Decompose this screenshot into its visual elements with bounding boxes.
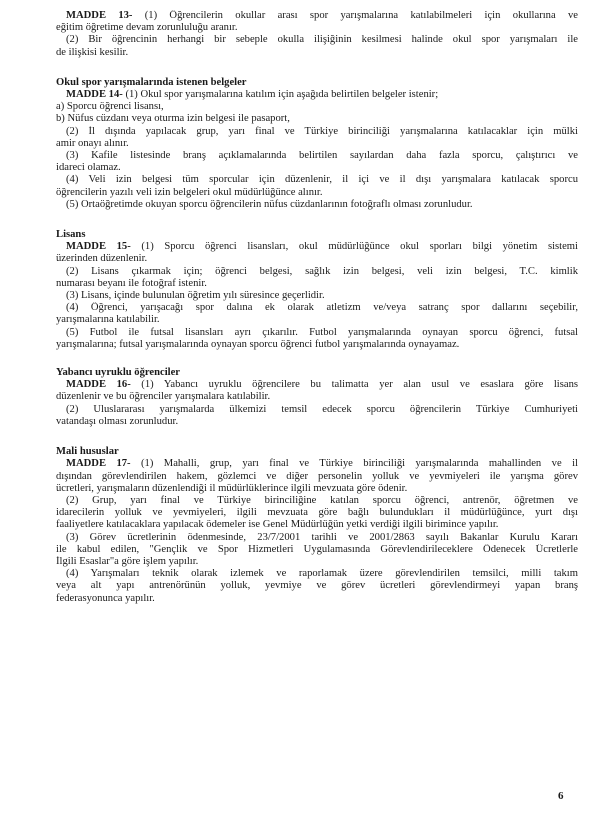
madde-15-para-2-line-2: numarası beyanı ile fotoğraf istenir. <box>56 277 207 289</box>
madde-16-heading: Yabancı uyruklu öğrenciler <box>56 367 180 379</box>
madde-15-para-4-line-2: yarışmalarına katılabilir. <box>56 314 160 326</box>
madde-13-line-2: eğitim öğretime devam zorunluluğu aranır. <box>56 22 238 34</box>
madde-16-line-1: MADDE 16- (1) Yabancı uyruklu öğrencilere bu talimatta yer alan usul ve esaslara göre lisans <box>66 379 578 391</box>
spacer <box>56 428 578 446</box>
madde-14-para-4-line-1: (4) Veli izin belgesi tüm sporcular için düzenlenir, il içi ve il dışı yarışmalara katılacak sporcu <box>66 174 578 186</box>
madde-13-line-1: MADDE 13- (1) Öğrencilerin okullar arası spor yarışmalarına katılabilmeleri için okullarına ve <box>66 10 578 21</box>
madde-13-title: MADDE 13- <box>66 10 133 21</box>
madde-13-para-2-line-1: (2) Bir öğrencinin herhangi bir sebeple okulla ilişiğinin kesilmesi halinde okul spor yarışmaları ile <box>66 34 578 46</box>
madde-14-para-2-line-1: (2) İl dışında yapılacak grup, yarı final ve Türkiye birinciliği yarışmalarına katılacaklar için mülki <box>66 125 578 137</box>
madde-14-title: MADDE 14- <box>66 89 123 101</box>
madde-16-line-2: düzenlenir ve bu öğrenciler yarışmalara katılabilir. <box>56 391 271 403</box>
madde-14-para-2-line-2: amir onayı alınır. <box>56 137 129 149</box>
madde-13-para-2-line-2: de ilişkisi kesilir. <box>56 46 129 58</box>
spacer <box>56 59 578 77</box>
page-number: 6 <box>558 790 564 802</box>
madde-14-para-4-line-2: öğrencilerin yazılı veli izin belgeleri okul müdürlüğünce alınır. <box>56 186 323 198</box>
madde-17-line-3: ücretleri, yarışmaların düzenlendiği il müdürlüklerince ilgili mevzuata göre ödenir. <box>56 482 408 494</box>
madde-16-title: MADDE 16- <box>66 379 131 391</box>
madde-14-heading: Okul spor yarışmalarında istenen belgeler <box>56 76 247 88</box>
madde-17-para-4-line-1: (4) Yarışmaları teknik olarak izlemek ve raporlamak üzere görevlendirilen temsilci, milli takım <box>66 568 578 580</box>
madde-14-para-5: (5) Ortaöğretimde okuyan sporcu öğrencilerin nüfus cüzdanlarının fotoğraflı olması zorunludur. <box>66 198 473 210</box>
spacer <box>56 211 578 229</box>
madde-15-para-3: (3) Lisans, içinde bulunulan öğretim yılı süresince geçerlidir. <box>66 290 325 302</box>
madde-17-para-4-line-3: federasyonunca yapılır. <box>56 592 155 604</box>
madde-15-para-4-line-1: (4) Öğrenci, yarışacağı spor dalına ek olarak atletizm ve/veya satranç spor dallarını seçebilir, <box>66 302 578 314</box>
madde-14-para-3-line-2: idareci olamaz. <box>56 162 121 174</box>
madde-14-item-b: b) Nüfus cüzdanı veya oturma izin belgesi ile pasaport, <box>56 113 290 125</box>
madde-17-para-2-line-2: idarecilerin yolluk ve yevmiyeleri, ilgili mevzuata göre bağlı bulundukları il müdürlüğünce, yurt dışı <box>56 507 578 519</box>
madde-15-title: MADDE 15- <box>66 241 131 253</box>
madde-17-para-2-line-3: faaliyetlere katılacaklara yapılacak ödemeler ise Genel Müdürlüğün yetki verdiği ilgili birimince yapılır. <box>56 519 499 531</box>
madde-17-para-2-line-1: (2) Grup, yarı final ve Türkiye birinciliğine katılan sporcu öğrenci, antrenör, öğretmen ve <box>66 494 578 506</box>
madde-17-para-3-line-3: İlgili Esaslar"a göre işlem yapılır. <box>56 555 199 567</box>
madde-15-para-2-line-1: (2) Lisans çıkarmak için; öğrenci belgesi, sağlık izin belgesi, veli izin belgesi, T.C. kimlik <box>66 265 578 277</box>
madde-14-item-a: a) Sporcu öğrenci lisansı, <box>56 101 164 113</box>
madde-14-para-3-line-1: (3) Kafile listesinde branş açıklamalarında belirtilen sayılardan daha fazla sporcu, çalıştırıcı ve <box>66 150 578 162</box>
madde-15-heading: Lisans <box>56 229 86 241</box>
madde-17-title: MADDE 17- <box>66 458 131 470</box>
madde-17-para-4-line-2: veya alt yapı antrenörünün yolluk, yevmiye ve görev ücretleri görevlendirmeyi yapan branş <box>56 580 578 592</box>
madde-15-line-1: MADDE 15- (1) Sporcu öğrenci lisansları, okul müdürlüğünce okul sporları bilgi yönetim sistemi <box>66 241 578 253</box>
madde-14-line-1: MADDE 14- (1) Okul spor yarışmalarına katılım için aşağıda belirtilen belgeler istenir; <box>66 89 439 101</box>
madde-15-para-5-line-2: yarışmalarına; futsal yarışmalarında oynayan sporcu öğrenci futbol yarışmalarında oynayamaz. <box>56 338 460 350</box>
spacer <box>56 351 578 367</box>
madde-17-line-2: dışından görevlendirilen hakem, gözlemci ve diğer personelin yolluk ve yevmiyeleri ile yarışma görev <box>56 470 578 482</box>
madde-17-para-3-line-2: ile kabul edilen, "Gençlik ve Spor Hizmetleri Uygulamasında Görevlendirileceklere Ödenecek Ücretlerle <box>56 543 578 555</box>
madde-17-para-3-line-1: (3) Görev ücretlerinin ödenmesinde, 23/7/2001 tarihli ve 2001/2863 sayılı Bakanlar Kurulu Kararı <box>66 531 578 543</box>
madde-17-heading: Mali hususlar <box>56 446 119 458</box>
madde-16-para-2-line-2: vatandaşı olması zorunludur. <box>56 415 179 427</box>
madde-16-para-2-line-1: (2) Uluslararası yarışmalarda ülkemizi temsil edecek sporcu öğrencilerin Türkiye Cumhuriyeti <box>66 403 578 415</box>
madde-17-line-1: MADDE 17- (1) Mahalli, grup, yarı final ve Türkiye birinciliği yarışmalarında mahallinden ve il <box>66 458 578 470</box>
madde-15-para-5-line-1: (5) Futbol ile futsal lisansları ayrı çıkarılır. Futbol yarışmalarında oynayan sporcu öğrenci, futsal <box>66 326 578 338</box>
madde-15-line-2: üzerinden düzenlenir. <box>56 253 148 265</box>
